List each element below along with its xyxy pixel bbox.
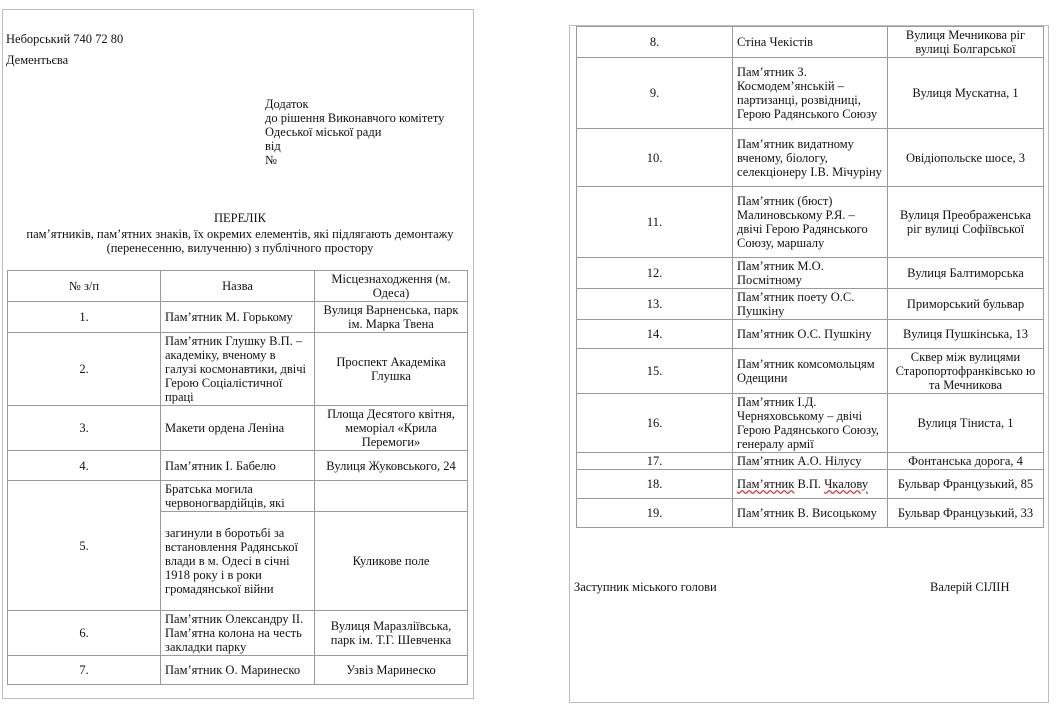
row-location: Вулиця Варненська, парк ім. Марка Твена — [315, 302, 468, 333]
table-row — [577, 129, 1044, 187]
header-location: Місцезнаходження (м. Одеса) — [315, 271, 468, 302]
row-num: 8. — [577, 27, 733, 58]
table-row — [8, 451, 468, 481]
table-row — [577, 258, 1044, 289]
row-location: Вулиця Преображенська ріг вулиці Софіївської — [888, 187, 1044, 258]
row-name: Пам’ятник поету О.С. Пушкіну — [733, 289, 888, 320]
row-location: Бульвар Французький, 85 — [888, 470, 1044, 499]
executor-line: Неборський 740 72 80 — [6, 32, 124, 46]
row-num: 17. — [577, 453, 733, 470]
row-location: Приморський бульвар — [888, 289, 1044, 320]
row-name: Пам’ятник О.С. Пушкіну — [733, 320, 888, 349]
row-location: Овідіопольске шосе, 3 — [888, 129, 1044, 187]
row-num: 2. — [8, 333, 161, 406]
row-name: Пам’ятник Олександру ІІ. Пам’ятна колона на честь закладки парку — [161, 611, 315, 656]
header-num: № з/п — [8, 271, 161, 302]
row-location: Сквер між вулицями Старопортофранківсько ю та Мечникова — [888, 349, 1044, 394]
row-num: 9. — [577, 58, 733, 129]
row-location: Проспект Академіка Глушка — [315, 333, 468, 406]
row-name-underlined: Чкалову — [824, 477, 869, 491]
row-name: Пам’ятник І. Бабелю — [161, 451, 315, 481]
row-location: Куликове поле — [315, 512, 468, 611]
table-row — [577, 187, 1044, 258]
row-name: Пам’ятник видатному вченому, біологу, селекціонеру І.В. Мічуріну — [733, 129, 888, 187]
row-num: 4. — [8, 451, 161, 481]
row-name: Макети ордена Леніна — [161, 406, 315, 451]
table-row — [8, 333, 468, 406]
row-num: 5. — [8, 481, 161, 611]
row-location: Фонтанська дорога, 4 — [888, 453, 1044, 470]
row-name-part-b: загинули в боротьбі за встановлення Радянської влади в м. Одесі в січні 1918 року і в роки громадянської війни — [161, 512, 315, 611]
executor-name: Дементьєва — [6, 53, 69, 67]
row-location: Вулиця Жуковського, 24 — [315, 451, 468, 481]
row-location-empty — [315, 481, 468, 512]
row-name — [733, 470, 888, 499]
row-num: 11. — [577, 187, 733, 258]
table-row — [577, 470, 1044, 499]
row-name: Пам’ятник О. Маринеско — [161, 656, 315, 685]
table-header-row — [8, 271, 468, 302]
table-row — [577, 453, 1044, 470]
table-row — [8, 302, 468, 333]
table-row — [577, 27, 1044, 58]
row-num: 6. — [8, 611, 161, 656]
row-location: Вулиця Маразліївська, парк ім. Т.Г. Шевченка — [315, 611, 468, 656]
row-num: 3. — [8, 406, 161, 451]
row-location: Площа Десятого квітня, меморіал «Крила Перемоги» — [315, 406, 468, 451]
row-num: 13. — [577, 289, 733, 320]
table-row — [577, 394, 1044, 453]
table-row — [577, 58, 1044, 129]
row-location: Вулиця Пушкінська, 13 — [888, 320, 1044, 349]
row-name-underlined-pre: Пам’ятник — [737, 477, 795, 491]
table-row — [577, 289, 1044, 320]
row-name: Пам’ятник І.Д. Черняховському – двічі Герою Радянського Союзу, генералу армії — [733, 394, 888, 453]
row-name-mid: В.П. — [794, 477, 825, 491]
row-num: 1. — [8, 302, 161, 333]
row-num: 16. — [577, 394, 733, 453]
row-num: 19. — [577, 499, 733, 528]
header-name: Назва — [161, 271, 315, 302]
row-name: Пам’ятник М.О. Посмітному — [733, 258, 888, 289]
row-name: Пам’ятник З. Космодем’янській – партизанці, розвідниці, Герою Радянського Союзу — [733, 58, 888, 129]
row-location: Бульвар Французький, 33 — [888, 499, 1044, 528]
monuments-table-right — [576, 26, 1044, 528]
row-num: 14. — [577, 320, 733, 349]
table-row — [8, 611, 468, 656]
row-num: 7. — [8, 656, 161, 685]
signature-name: Валерій СІЛІН — [930, 580, 1010, 594]
row-name: Пам’ятник М. Горькому — [161, 302, 315, 333]
row-num: 15. — [577, 349, 733, 394]
row-location: Узвіз Маринеско — [315, 656, 468, 685]
row-num: 10. — [577, 129, 733, 187]
row-location: Вулиця Мечникова ріг вулиці Болгарської — [888, 27, 1044, 58]
row-location: Вулиця Тіниста, 1 — [888, 394, 1044, 453]
table-row — [577, 320, 1044, 349]
appendix-note: Додаток до рішення Виконавчого комітету Одеської міської ради від № — [265, 97, 445, 167]
row-name: Пам’ятник А.О. Нілусу — [733, 453, 888, 470]
table-row — [8, 406, 468, 451]
row-name-part-a: Братська могила червоногвардійців, які — [161, 481, 315, 512]
signature-title: Заступник міського голови — [574, 580, 717, 594]
table-row — [8, 656, 468, 685]
row-name: Пам’ятник Глушку В.П. – академіку, вченому в галузі космонавтики, двічі Герою Соціалістичної праці — [161, 333, 315, 406]
row-name: Стіна Чекістів — [733, 27, 888, 58]
row-name: Пам’ятник комсомольцям Одещини — [733, 349, 888, 394]
row-name: Пам’ятник (бюст) Малиновському Р.Я. – двічі Герою Радянського Союзу, маршалу — [733, 187, 888, 258]
monuments-table-left — [7, 270, 468, 685]
document-subtitle: пам’ятників, пам’ятних знаків, їх окремих елементів, які підлягають демонтажу (перенесенню, вилученню) з публічного простору — [26, 227, 454, 255]
row-location: Вулиця Мускатна, 1 — [888, 58, 1044, 129]
table-row — [8, 481, 468, 512]
row-num: 12. — [577, 258, 733, 289]
document-title: ПЕРЕЛІК — [213, 211, 267, 225]
row-name: Пам’ятник В. Висоцькому — [733, 499, 888, 528]
table-row — [577, 499, 1044, 528]
table-row — [577, 349, 1044, 394]
row-num: 18. — [577, 470, 733, 499]
row-location: Вулиця Балтиморська — [888, 258, 1044, 289]
